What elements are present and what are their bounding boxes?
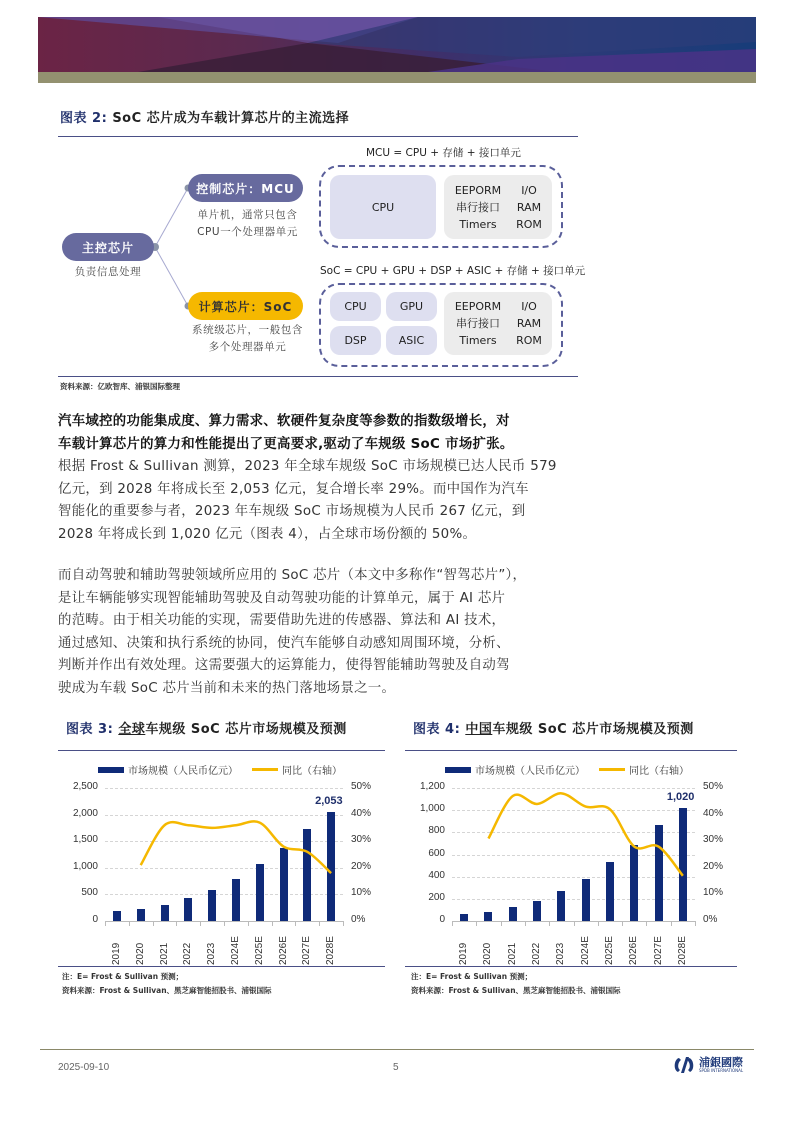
yoy-line (405, 755, 740, 965)
soc-gpu-label: GPU (399, 300, 424, 313)
y-axis-label: 2,000 (72, 807, 98, 819)
x-axis-label: 2027E (652, 936, 664, 965)
y2-axis-label: 20% (351, 860, 372, 872)
x-axis-label: 2026E (277, 936, 289, 965)
footer-date: 2025-09-10 (58, 1062, 110, 1073)
soc-rom: ROM (516, 334, 542, 347)
x-axis-label: 2024E (229, 936, 241, 965)
y2-axis-label: 0% (351, 914, 366, 925)
x-axis-label: 2023 (206, 942, 218, 965)
y2-axis-label: 10% (703, 887, 724, 899)
y-axis-label: 400 (428, 869, 445, 881)
paragraph-2-line-4: 通过感知、决策和执行系统的协同，使汽车能够自动感知周围环境，分析、 (58, 635, 510, 651)
y2-axis-label: 50% (703, 781, 724, 792)
y-axis-label: 200 (428, 891, 445, 903)
figure-3-source: 资料来源：Frost & Sullivan、黑芝麻智能招股书、浦银国际 (62, 986, 272, 995)
x-axis-label: 2019 (458, 942, 470, 965)
y-axis-label: 0 (92, 914, 98, 925)
paragraph-2-line-1: 而自动驾驶和辅助驾驶领域所应用的 SoC 芯片（本文中多称作“智驾芯片”）， (58, 568, 527, 583)
mcu-formula: MCU = CPU + 存储 + 接口单元 (366, 147, 521, 159)
logo-subtitle: SPDB INTERNATIONAL (699, 1068, 744, 1073)
soc-node (188, 292, 303, 320)
figure-3-underlined: 全球 (118, 722, 146, 737)
x-axis-label: 2025E (603, 936, 615, 965)
mcu-eeporm: EEPORM (454, 184, 502, 197)
y-axis-label: 1,000 (72, 860, 98, 872)
x-axis-label: 2020 (134, 942, 146, 965)
soc-asic-label: ASIC (398, 334, 425, 347)
soc-ram: RAM (516, 317, 542, 330)
logo-name: 浦銀國際 (699, 1056, 743, 1069)
mcu-serial-interface: 串行接口 (456, 201, 500, 214)
figure-4-title (413, 718, 694, 737)
y-axis-label: 1,500 (72, 834, 98, 846)
figure-4-bottom-rule (405, 966, 737, 967)
mcu-desc-line-1: 单片机，通常只包含 (197, 209, 298, 221)
mcu-desc-line-2: CPU一个处理器单元 (197, 226, 298, 238)
spdb-logo (672, 1056, 743, 1074)
soc-desc (180, 322, 315, 356)
soc-desc-line-2: 多个处理器单元 (208, 341, 287, 353)
y-axis-label: 1,200 (419, 781, 445, 792)
soc-dsp-cell (330, 326, 381, 355)
mcu-io: I/O (521, 184, 537, 197)
x-axis-label: 2020 (482, 942, 494, 965)
data-label: 1,020 (666, 790, 695, 803)
soc-asic-cell (386, 326, 437, 355)
paragraph-1-body (58, 456, 578, 546)
x-axis-label: 2028E (325, 936, 337, 965)
mcu-ram: RAM (516, 201, 542, 214)
x-axis-label: 2021 (506, 942, 518, 965)
y2-axis-label: 20% (703, 860, 724, 872)
legend-bar-label: 市场规模（人民币亿元） (128, 766, 238, 777)
x-axis-label: 2019 (110, 942, 122, 965)
soc-label: 计算芯片：SoC (198, 299, 293, 314)
x-axis-label: 2026E (628, 936, 640, 965)
x-axis-label: 2021 (158, 942, 170, 965)
figure-2-bottom-rule (58, 376, 578, 377)
spdb-logo-icon (672, 1056, 696, 1074)
mcu-cpu-label: CPU (371, 200, 395, 214)
y-axis-label: 0 (439, 914, 445, 925)
mcu-desc (185, 207, 310, 241)
data-label: 2,053 (315, 794, 343, 807)
mcu-timers: Timers (459, 218, 497, 231)
main-chip-desc: 负责信息处理 (74, 266, 142, 278)
soc-io: I/O (521, 300, 537, 313)
x-axis-label: 2025E (253, 936, 265, 965)
figure-3-bottom-rule (58, 966, 385, 967)
mcu-node (188, 174, 303, 202)
y2-axis-label: 40% (703, 807, 724, 819)
y2-axis-label: 30% (351, 834, 372, 846)
page-number: 5 (393, 1062, 399, 1073)
x-axis-label: 2022 (531, 942, 543, 965)
soc-formula: SoC = CPU + GPU + DSP + ASIC + 存储 + 接口单元 (320, 265, 586, 277)
paragraph-1-line-1: 汽车域控的功能集成度、算力需求、软硬件复杂度等参数的指数级增长，对 (58, 414, 510, 429)
soc-timers: Timers (459, 334, 497, 347)
legend-line-label: 同比（右轴） (282, 766, 342, 777)
figure-4-top-rule (405, 750, 737, 751)
legend-bar-label: 市场规模（人民币亿元） (475, 766, 585, 777)
y2-axis-label: 0% (703, 914, 718, 925)
legend-line-label: 同比（右轴） (629, 766, 689, 777)
y2-axis-label: 10% (351, 887, 372, 899)
y-axis-label: 800 (428, 825, 445, 837)
y-axis-label: 500 (81, 887, 98, 899)
y2-axis-label: 50% (351, 781, 372, 792)
soc-desc-line-1: 系统级芯片，一般包含 (192, 324, 303, 336)
paragraph-1-line-5: 智能化的重要参与者，2023 年车规级 SoC 市场规模为人民币 267 亿元，到 (58, 504, 526, 519)
footer-rule (40, 1049, 754, 1050)
soc-gpu-cell (386, 292, 437, 321)
paragraph-1-line-6: 2028 年将成长到 1,020 亿元（图表 4），占全球市场份额的 50%。 (58, 526, 477, 542)
mcu-peripherals-col-1 (453, 182, 503, 233)
y2-axis-label: 40% (351, 807, 372, 819)
paragraph-2-line-3: 的范畴。由于相关功能的实现，需要借助先进的传感器、算法和 AI 技术， (58, 613, 506, 628)
soc-eeporm: EEPORM (454, 300, 502, 313)
figure-3-prefix: 图表 3: (66, 722, 114, 737)
paragraph-2 (58, 565, 578, 700)
figure-4-prefix: 图表 4: (413, 722, 461, 737)
china-soc-market-chart (405, 755, 740, 965)
soc-serial-interface: 串行接口 (456, 317, 500, 330)
soc-cpu-cell (330, 292, 381, 321)
soc-cpu-label: CPU (344, 300, 367, 313)
x-axis-label: 2027E (301, 936, 313, 965)
paragraph-1-line-4: 亿元，到 2028 年将成长至 2,053 亿元，复合增长率 29%。而中国作为汽车 (58, 481, 529, 497)
soc-dsp-label: DSP (344, 334, 367, 347)
x-axis-label: 2022 (182, 942, 194, 965)
figure-4-note: 注：E= Frost & Sullivan 预测； (411, 972, 533, 981)
paragraph-2-line-5: 判断并作出有效处理。这需要强大的运算能力，使得智能辅助驾驶及自动驾 (58, 658, 510, 673)
figure-3-text: 车规级 SoC 芯片市场规模及预测 (145, 722, 347, 737)
paragraph-1-line-2: 车载计算芯片的算力和性能提出了更高要求,驱动了车规级 SoC 市场扩张。 (58, 436, 514, 452)
paragraph-2-line-2: 是让车辆能够实现智能辅助驾驶及自动驾驶功能的计算单元，属于 AI 芯片 (58, 590, 506, 606)
y-axis-label: 600 (428, 847, 445, 859)
x-axis-label: 2028E (676, 936, 688, 965)
figure-3-title (66, 718, 347, 737)
global-soc-market-chart (58, 755, 388, 965)
main-chip-node (62, 233, 154, 261)
y2-axis-label: 30% (703, 834, 724, 846)
figure-2-source: 资料来源：亿欧智库、浦银国际整理 (60, 382, 180, 391)
figure-3-note: 注：E= Frost & Sullivan 预测； (62, 972, 184, 981)
yoy-line (58, 755, 388, 965)
figure-2-text: SoC 芯片成为车载计算芯片的主流选择 (112, 111, 350, 126)
x-axis-label: 2024E (579, 936, 591, 965)
soc-peripherals-col-2 (512, 298, 546, 349)
figure-4-underlined: 中国 (465, 722, 493, 737)
figure-4-text: 车规级 SoC 芯片市场规模及预测 (492, 722, 694, 737)
paragraph-1-lead (58, 411, 578, 456)
figure-2-prefix: 图表 2: (60, 111, 108, 126)
x-axis-label: 2023 (555, 942, 567, 965)
figure-4-source: 资料来源：Frost & Sullivan、黑芝麻智能招股书、浦银国际 (411, 986, 621, 995)
mcu-cpu-cell (330, 175, 436, 239)
mcu-rom: ROM (516, 218, 542, 231)
paragraph-1-line-3: 根据 Frost & Sullivan 测算，2023 年全球车规级 SoC 市场规模已达人民币 579 (58, 459, 557, 474)
main-chip-label: 主控芯片 (81, 240, 134, 255)
mcu-peripherals-col-2 (512, 182, 546, 233)
y-axis-label: 1,000 (419, 803, 445, 815)
mcu-label: 控制芯片：MCU (196, 181, 295, 196)
figure-3-top-rule (58, 750, 385, 751)
paragraph-2-line-6: 驶成为车载 SoC 芯片当前和未来的热门落地场景之一。 (58, 680, 396, 696)
soc-peripherals-col-1 (453, 298, 503, 349)
y-axis-label: 2,500 (72, 781, 98, 792)
